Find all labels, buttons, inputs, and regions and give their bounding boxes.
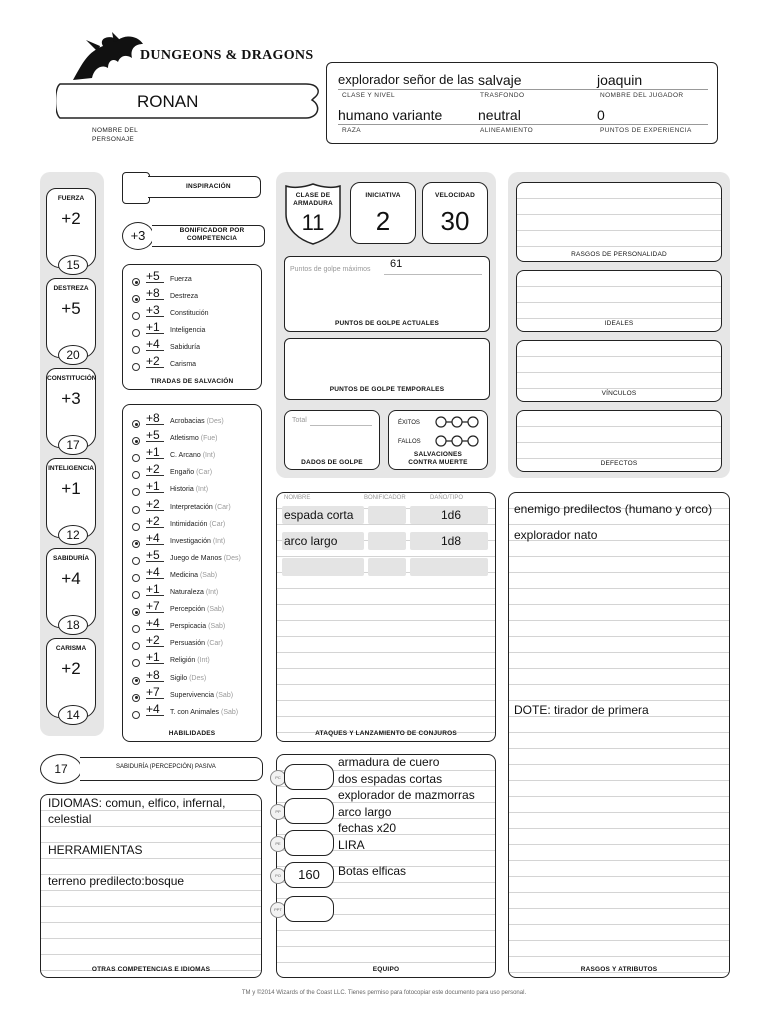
coin-value: 160 [298,867,320,882]
passive-perception-value[interactable]: 17 [40,754,82,784]
proficiency-dot[interactable] [132,574,140,582]
proficiency-dot[interactable] [132,363,140,371]
skill-value[interactable]: +2 [146,634,164,647]
skill-name [170,606,224,613]
save-name: Carisma [170,361,197,368]
skill-value[interactable]: +7 [146,600,164,613]
skill-ability: (Car) [206,640,223,648]
save-value[interactable]: +3 [146,304,164,317]
speed-label: VELOCIDAD [434,192,476,199]
proficiency-dot[interactable] [132,557,140,565]
ability-name: CARISMA [55,645,87,652]
save-value[interactable]: +1 [146,321,164,334]
skill-name [170,538,225,545]
skill-label: Acrobacias [170,418,205,425]
death-failures-label: FALLOS [398,439,421,445]
ability-modifier[interactable]: +5 [61,299,81,318]
attack-name: arco largo [284,534,338,548]
hit-dice-total-label: Total [292,417,307,424]
skill-name [170,675,206,682]
skill-value[interactable]: +4 [146,617,164,630]
skill-ability: (Int) [195,486,209,494]
feature-line[interactable]: DOTE: tirador de primera [514,703,649,717]
coin-field[interactable] [284,764,334,790]
skill-label: Sigilo [170,674,188,682]
copyright-footer: TM y ©2014 Wizards of the Coast LLC. Tienes permiso para fotocopiar este documento para uso personal. [241,990,527,996]
proficiency-dot[interactable] [132,540,140,548]
race[interactable]: humano variante [338,107,443,123]
skill-ability: (Sab) [215,691,234,699]
attack-bonus-cell[interactable] [368,532,406,550]
attack-bonus-cell[interactable] [368,506,406,524]
coin-tag: PO [270,868,286,884]
ability-dexterity [46,278,96,362]
save-value[interactable]: +2 [146,355,164,368]
terrain-line[interactable]: terreno predilecto:bosque [48,874,185,888]
skill-name [170,504,231,511]
skill-name [170,709,238,716]
equipment-title: EQUIPO [372,966,400,973]
attack-bonus-cell[interactable] [368,558,406,576]
equipment-item[interactable]: fechas x20 [338,821,397,835]
save-name: Inteligencia [170,327,206,334]
skill-label: Supervivencia [170,691,214,699]
armor-class-label: CLASE DE ARMADURA [293,192,333,207]
skill-label: Atletismo [170,435,199,443]
skill-label: Interpretación [170,503,213,511]
skill-ability: (Car) [209,520,226,528]
skill-ability: (Sab) [206,606,225,614]
ability-constitution [46,368,97,452]
skill-value[interactable]: +1 [146,651,164,664]
attack-col-damage: DAÑO/TIPO [430,495,464,501]
proficiency-dot[interactable] [132,506,140,514]
equipment-item[interactable]: armadura de cuero [338,755,440,769]
skill-ability: (Sab) [199,571,218,579]
ability-wisdom [46,548,96,632]
ability-modifier[interactable]: +4 [61,569,81,588]
ability-modifier[interactable]: +2 [61,659,81,678]
skill-label: Historia [170,486,194,494]
coin-tag: PE [270,836,286,852]
alignment[interactable]: neutral [478,107,521,123]
armor-class-value[interactable]: 11 [301,210,325,235]
skill-label: Perspicacia [170,623,207,631]
skill-ability: (Des) [206,418,224,425]
skill-ability: (Int) [212,537,226,545]
flaws-label: DEFECTOS [600,460,638,467]
skill-ability: (Int) [205,589,219,596]
proficiency-bonus[interactable]: +3 [122,222,154,250]
skill-label: Naturaleza [170,589,204,596]
initiative-label: INICIATIVA [365,192,401,199]
skill-label: C. Arcano [170,452,201,460]
skill-label: Investigación [170,537,211,545]
inspiration-label: INSPIRACIÓN [186,183,231,190]
ability-charisma [46,638,96,722]
languages-line[interactable]: IDIOMAS: comun, elfico, infernal, [48,796,226,810]
death-success-checks[interactable] [434,415,480,429]
attacks-box [276,492,496,742]
skill-ability: (Sab) [208,623,226,631]
save-value[interactable]: +4 [146,338,164,351]
save-value[interactable]: +8 [146,287,164,300]
skill-value[interactable]: +1 [146,583,164,596]
skill-value[interactable]: +8 [146,669,164,682]
feature-line[interactable]: enemigo predilectos (humano y orco) [514,502,713,516]
skill-value[interactable]: +4 [146,532,164,545]
skill-ability: (Int) [197,657,210,665]
save-name: Sabiduría [170,344,200,351]
dragon-logo [68,32,148,84]
skill-name [170,692,233,699]
inspiration-checkbox[interactable] [122,172,150,204]
personality-traits-box[interactable] [516,182,722,262]
skill-name [170,623,225,630]
attack-damage: 1d8 [441,534,462,548]
hp-max-label: Puntos de golpe máximos [290,266,371,273]
hp-current-label: PUNTOS DE GOLPE ACTUALES [334,320,440,327]
proficiency-dot[interactable] [132,278,140,286]
proficiency-dot[interactable] [132,295,140,303]
attack-damage-cell[interactable] [410,558,488,576]
attacks-title: ATAQUES Y LANZAMIENTO DE CONJUROS [315,730,457,737]
ability-name: FUERZA [57,195,85,202]
coin-field[interactable] [284,798,334,824]
skill-label: Juego de Manos [170,554,222,562]
initiative-value[interactable]: 2 [375,206,391,236]
character-name[interactable]: RONAN [137,92,199,111]
attack-col-bonus: BONIFICADOR [364,495,406,501]
coin-tag: PPT [270,902,286,918]
skill-name [170,657,210,664]
equipment-item[interactable]: arco largo [338,804,392,819]
ability-score[interactable]: 20 [58,345,88,365]
ability-score[interactable]: 18 [58,615,88,635]
skill-label: Intimidación [170,520,208,528]
attack-col-name: NOMBRE [284,495,311,501]
hp-temp-label: PUNTOS DE GOLPE TEMPORALES [329,386,445,393]
skill-ability: (Car) [196,469,213,477]
skill-label: Persuasión [170,640,206,648]
class-level[interactable]: explorador señor de las [338,72,474,87]
ability-score[interactable]: 14 [58,705,88,725]
skill-name [170,555,241,562]
proficiency-dot[interactable] [132,329,140,337]
coin-field[interactable] [284,830,334,856]
player-name[interactable]: joaquin [597,72,643,88]
skill-value[interactable]: +1 [146,446,164,459]
skill-name [170,418,224,425]
hit-dice-label: DADOS DE GOLPE [301,459,363,466]
race-label: RAZA [342,127,361,134]
ability-name: DESTREZA [53,285,89,292]
skill-value[interactable]: +7 [146,686,164,699]
ideals-label: IDEALES [604,320,634,327]
skill-ability: (Des) [223,554,241,562]
coin-tag: PP [270,804,286,820]
equipment-item[interactable]: explorador de mazmorras [338,788,475,802]
skill-label: Percepción [170,606,206,614]
skill-value[interactable]: +4 [146,703,164,716]
skill-ability: (Fue) [200,435,218,443]
experience-points[interactable]: 0 [597,107,605,123]
skill-value[interactable]: +2 [146,515,164,528]
death-saves-label: SALVACIONES CONTRA MUERTE [408,451,468,466]
ability-modifier[interactable]: +2 [61,209,81,228]
skill-ability: (Des) [189,674,207,682]
proficiencies-title: OTRAS COMPETENCIAS E IDIOMAS [91,966,211,973]
skill-name [170,521,225,528]
skill-value[interactable]: +5 [146,549,164,562]
skill-ability: (Int) [202,452,216,460]
speed-value[interactable]: 30 [440,206,470,236]
save-value[interactable]: +5 [146,270,164,283]
coin-tag: PC [270,770,286,786]
hp-max-value[interactable]: 61 [390,258,403,270]
proficiency-label: BONIFICADOR POR COMPETENCIA [179,227,245,242]
skill-ability: (Sab) [220,708,239,716]
tools-line[interactable]: HERRAMIENTAS [48,843,143,857]
skill-name [170,469,212,476]
skill-label: Medicina [170,571,199,579]
skill-value[interactable]: +2 [146,498,164,511]
experience-label: PUNTOS DE EXPERIENCIA [600,127,692,134]
skill-name [170,435,217,442]
ability-score[interactable]: 17 [58,435,88,455]
player-name-label: NOMBRE DEL JUGADOR [600,92,684,99]
proficiency-dot[interactable] [132,420,140,428]
skill-label: Engaño [170,469,195,477]
ability-modifier[interactable]: +1 [61,479,81,498]
coin-field[interactable] [284,862,334,888]
attack-name-cell[interactable] [282,558,364,576]
skill-label: T. con Animales [170,708,220,716]
ability-score[interactable]: 12 [58,525,88,545]
background[interactable]: salvaje [478,72,522,88]
saving-throws-title: TIRADAS DE SALVACIÓN [150,378,234,385]
skill-name [170,640,223,647]
death-failure-checks[interactable] [434,434,480,448]
equipment-extra[interactable]: Botas elficas [338,864,407,878]
death-successes-label: ÉXITOS [398,420,420,426]
skill-value[interactable]: +4 [146,566,164,579]
skill-ability: (Car) [214,503,231,511]
save-name: Destreza [170,293,199,300]
bonds-label: VÍNCULOS [601,390,637,397]
ability-intelligence [46,458,96,542]
attack-damage: 1d6 [441,508,462,522]
proficiency-dot[interactable] [132,346,140,354]
proficiency-dot[interactable] [132,312,140,320]
proficiency-dot[interactable] [132,677,140,685]
skill-value[interactable]: +2 [146,463,164,476]
proficiency-dot[interactable] [132,711,140,719]
ability-name: SABIDURÍA [52,555,90,562]
skills-title: HABILIDADES [168,730,216,737]
skill-name [170,452,215,459]
skill-value[interactable]: +5 [146,429,164,442]
skill-value[interactable]: +1 [146,480,164,493]
features-box [508,492,730,978]
class-level-label: CLASE Y NIVEL [342,92,396,99]
passive-label: SABIDURÍA (PERCEPCIÓN) PASIVA [116,764,216,770]
skill-name [170,589,218,596]
coin-field[interactable] [284,896,334,922]
ability-modifier[interactable]: +3 [61,389,81,408]
feature-line[interactable]: explorador nato [514,528,598,542]
ability-strength [46,188,96,272]
attack-name: espada corta [284,508,354,522]
proficiency-dot[interactable] [132,591,140,599]
ability-name: INTELIGENCIA [48,465,94,472]
skill-value[interactable]: +8 [146,412,164,425]
skill-name [170,572,217,579]
save-name: Fuerza [170,276,192,283]
character-name-label: NOMBRE DEL PERSONAJE [92,127,138,143]
features-title: RASGOS Y ATRIBUTOS [580,966,658,973]
equipment-item[interactable]: LIRA [338,837,365,852]
game-logo: DUNGEONS & DRAGONS [140,48,314,63]
ability-score[interactable]: 15 [58,255,88,275]
languages-line-2[interactable]: celestial [48,812,92,826]
personality-traits-label: RASGOS DE PERSONALIDAD [571,251,667,258]
background-label: TRASFONDO [480,92,525,99]
skill-name [170,486,208,493]
alignment-label: ALINEAMIENTO [480,127,534,134]
skill-label: Religión [170,657,196,665]
ability-name: CONSTITUCIÓN [47,375,97,382]
proficiency-dot[interactable] [132,523,140,531]
equipment-item[interactable]: dos espadas cortas [338,771,443,786]
save-name: Constitución [170,310,209,317]
proficiency-dot[interactable] [132,694,140,702]
